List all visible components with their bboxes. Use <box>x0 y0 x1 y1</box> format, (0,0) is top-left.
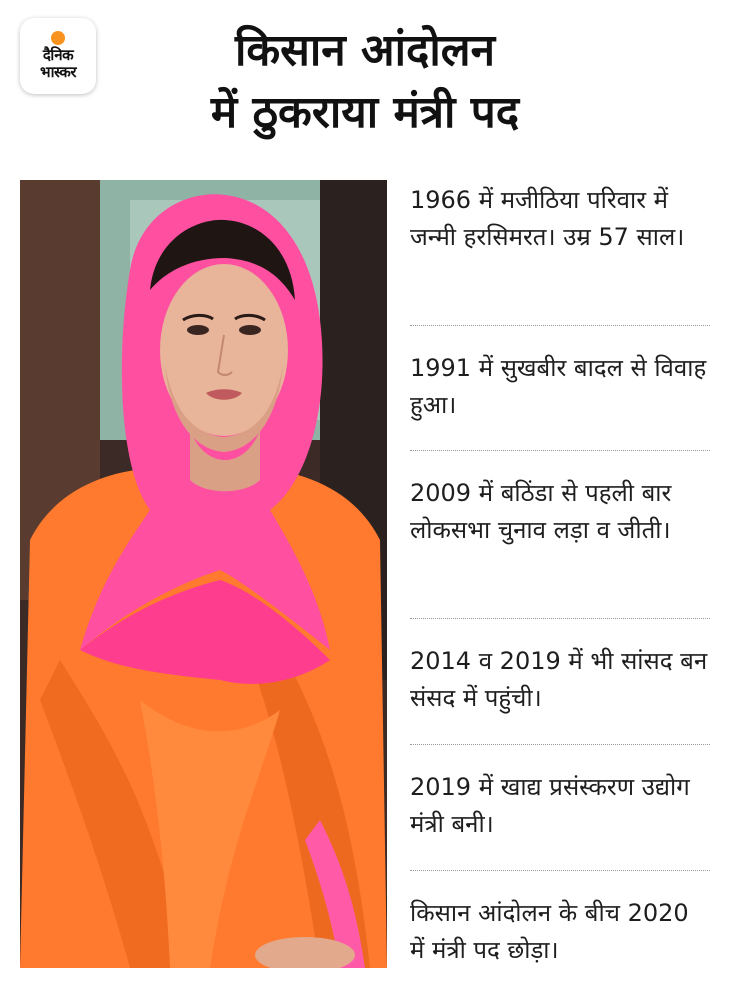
divider <box>410 618 710 619</box>
dainik-bhaskar-logo <box>20 18 96 94</box>
divider <box>410 325 710 326</box>
divider <box>410 870 710 871</box>
sun-icon <box>51 31 65 45</box>
facts-column <box>410 180 710 970</box>
fact-item: 2009 में बठिंडा से पहली बार लोकसभा चुनाव लड़ा व जीती। <box>410 479 672 544</box>
page-title <box>110 20 620 144</box>
logo-line-1: दैनिक <box>42 46 74 64</box>
fact-item: 1991 में सुखबीर बादल से विवाह हुआ। <box>410 354 707 419</box>
divider <box>410 450 710 451</box>
fact-item: 1966 में मजीठिया परिवार में जन्मी हरसिमरत। उम्र 57 साल। <box>410 186 685 251</box>
title-line-1: किसान आंदोलन <box>234 25 496 76</box>
portrait-illustration <box>20 180 387 968</box>
title-line-2: में ठुकराया मंत्री पद <box>210 87 520 138</box>
logo-line-2: भास्कर <box>40 63 76 81</box>
divider <box>410 744 710 745</box>
portrait-photo <box>20 180 387 968</box>
fact-item: किसान आंदोलन के बीच 2020 में मंत्री पद छोड़ा। <box>410 899 689 964</box>
fact-item: 2014 व 2019 में भी सांसद बन संसद में पहुंची। <box>410 647 708 712</box>
fact-item: 2019 में खाद्य प्रसंस्करण उद्योग मंत्री बनी। <box>410 773 690 838</box>
